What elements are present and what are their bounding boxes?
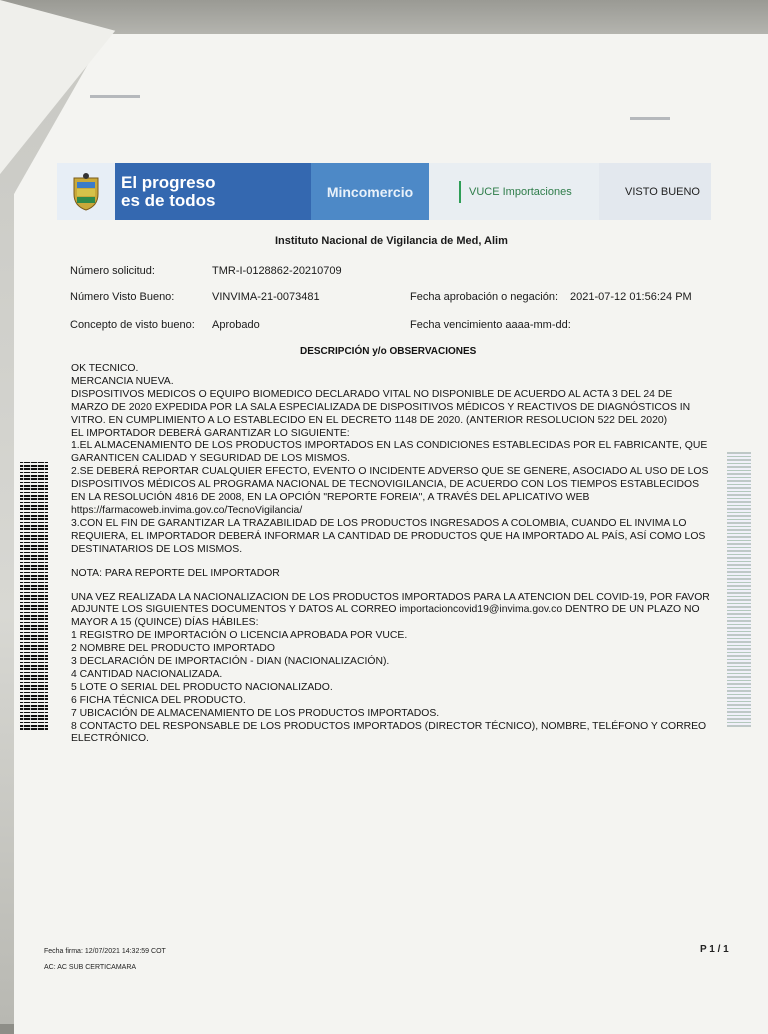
list-item: 5 LOTE O SERIAL DEL PRODUCTO NACIONALIZADO.: [71, 681, 333, 693]
pdf417-barcode-left: [20, 462, 48, 730]
header-banner: [57, 163, 711, 220]
fecha-vencimiento-label: Fecha vencimiento aaaa-mm-dd:: [410, 319, 571, 331]
colombia-shield-logo: [57, 163, 115, 220]
body-line: EL IMPORTADOR DEBERÁ GARANTIZAR LO SIGUIENTE:: [71, 427, 350, 439]
mincomercio-logo: Mincomercio: [311, 163, 429, 220]
coat-of-arms-icon: [69, 172, 103, 212]
ac-certificate: AC: AC SUB CERTICAMARA: [44, 964, 137, 971]
numero-visto-value: VINVIMA-21-0073481: [212, 291, 320, 303]
numero-visto-label: Número Visto Bueno:: [70, 291, 175, 303]
ghost-text: ▬▬▬▬: [630, 112, 670, 123]
list-item: 8 CONTACTO DEL RESPONSABLE DE LOS PRODUCTOS IMPORTADOS (DIRECTOR TÉCNICO), NOMBRE, TELÉFONO Y CORREO ELECTRÓNICO.: [71, 720, 707, 745]
numero-solicitud-value: TMR-I-0128862-20210709: [212, 265, 342, 277]
body-line: 1.EL ALMACENAMIENTO DE LOS PRODUCTOS IMPORTADOS EN LAS CONDICIONES ESTABLECIDAS POR EL FABRICANTE, QUE GARANTICEN CALIDAD Y SEGURIDAD DE LOS MISMOS.: [71, 440, 708, 465]
vuce-divider: [459, 181, 461, 203]
institution-name: Instituto Nacional de Vigilancia de Med, Alim: [275, 235, 508, 247]
list-item: 1 REGISTRO DE IMPORTACIÓN O LICENCIA APROBADA POR VUCE.: [71, 630, 408, 642]
observations-body: [71, 363, 711, 746]
concepto-value: Aprobado: [212, 319, 260, 331]
list-item: 2 NOMBRE DEL PRODUCTO IMPORTADO: [71, 643, 275, 655]
ghost-text: ▬▬▬▬▬: [90, 90, 140, 101]
fecha-aprobacion-value: 2021-07-12 01:56:24 PM: [570, 291, 692, 303]
banner-gap: [429, 163, 453, 220]
vuce-label: VUCE Importaciones: [469, 185, 572, 198]
description-heading: DESCRIPCIÓN y/o OBSERVACIONES: [300, 346, 477, 357]
progreso-line1: El progreso: [121, 172, 216, 192]
fecha-aprobacion-label: Fecha aprobación o negación:: [410, 291, 558, 303]
body-line: OK TECNICO.: [71, 363, 139, 374]
list-item: 6 FICHA TÉCNICA DEL PRODUCTO.: [71, 694, 246, 706]
list-item: 3 DECLARACIÓN DE IMPORTACIÓN - DIAN (NACIONALIZACIÓN).: [71, 656, 390, 668]
nota-heading: NOTA: PARA REPORTE DEL IMPORTADOR: [71, 567, 280, 579]
concepto-label: Concepto de visto bueno:: [70, 319, 195, 331]
body-line: DISPOSITIVOS MEDICOS O EQUIPO BIOMEDICO DECLARADO VITAL NO DISPONIBLE DE ACUERDO AL ACTA 3 DEL 24 DE MARZO DE 2020 EXPEDIDA POR LA SALA ESPECIALIZADA DE DISPOSITIVOS MÉDICOS Y REACTIVOS DE DIAGNÓSTICOS IN VITRO. EN CUMPLIMIENTO A LO ESTABLECIDO EN EL DECRETO 1148 DE 2020. (ANTERIOR RESOLUCION 522 DEL 2020): [71, 388, 691, 426]
body-line: MERCANCIA NUEVA.: [71, 375, 174, 387]
progreso-logo: [115, 163, 311, 220]
body-line: 3.CON EL FIN DE GARANTIZAR LA TRAZABILIDAD DE LOS PRODUCTOS INGRESADOS A COLOMBIA, CUANDO EL INVIMA LO REQUIERA, EL IMPORTADOR DEBERÁ INFORMAR LA CANTIDAD DE PRODUCTOS QUE HA IMPORTADO AL PAÍS, ASÍ COMO LOS DESTINATARIOS DE LOS MISMOS.: [71, 517, 706, 555]
vuce-logo: [453, 163, 599, 220]
body-line: 2.SE DEBERÁ REPORTAR CUALQUIER EFECTO, EVENTO O INCIDENTE ADVERSO QUE SE GENERE, ASOCIADO AL USO DE LOS DISPOSITIVOS MÉDICOS AL PROGRAMA NACIONAL DE TECNOVIGILANCIA, DE ACUERDO CON LOS TIEMPOS ESTABLECIDOS EN LA RESOLUCIÓN 4816 DE 2008, EN LA OPCIÓN "REPORTE FOREIA", A TRAVÉS DEL APLICATIVO WEB https://farmacoweb.invima.gov.co/TecnoVigilancia/: [71, 466, 709, 516]
progreso-line2: es de todos: [121, 190, 216, 210]
barcode-right-faded: [727, 452, 751, 727]
numero-solicitud-label: Número solicitud:: [70, 265, 155, 277]
nota-body: UNA VEZ REALIZADA LA NACIONALIZACION DE LOS PRODUCTOS IMPORTADOS PARA LA ATENCION DEL COVID-19, POR FAVOR ADJUNTE LOS SIGUIENTES DOCUMENTOS Y DATOS AL CORREO importacioncovid19@invima.gov.co DENTRO DE UN PLAZO NO MAYOR A 15 (QUINCE) DÍAS HÁBILES:: [71, 591, 710, 629]
fecha-firma: Fecha firma: 12/07/2021 14:32:59 COT: [44, 948, 166, 955]
list-item: 7 UBICACIÓN DE ALMACENAMIENTO DE LOS PRODUCTOS IMPORTADOS.: [71, 707, 440, 719]
page-number: P 1 / 1: [700, 944, 729, 955]
list-item: 4 CANTIDAD NACIONALIZADA.: [71, 668, 223, 680]
visto-bueno-title: VISTO BUENO: [599, 163, 711, 220]
